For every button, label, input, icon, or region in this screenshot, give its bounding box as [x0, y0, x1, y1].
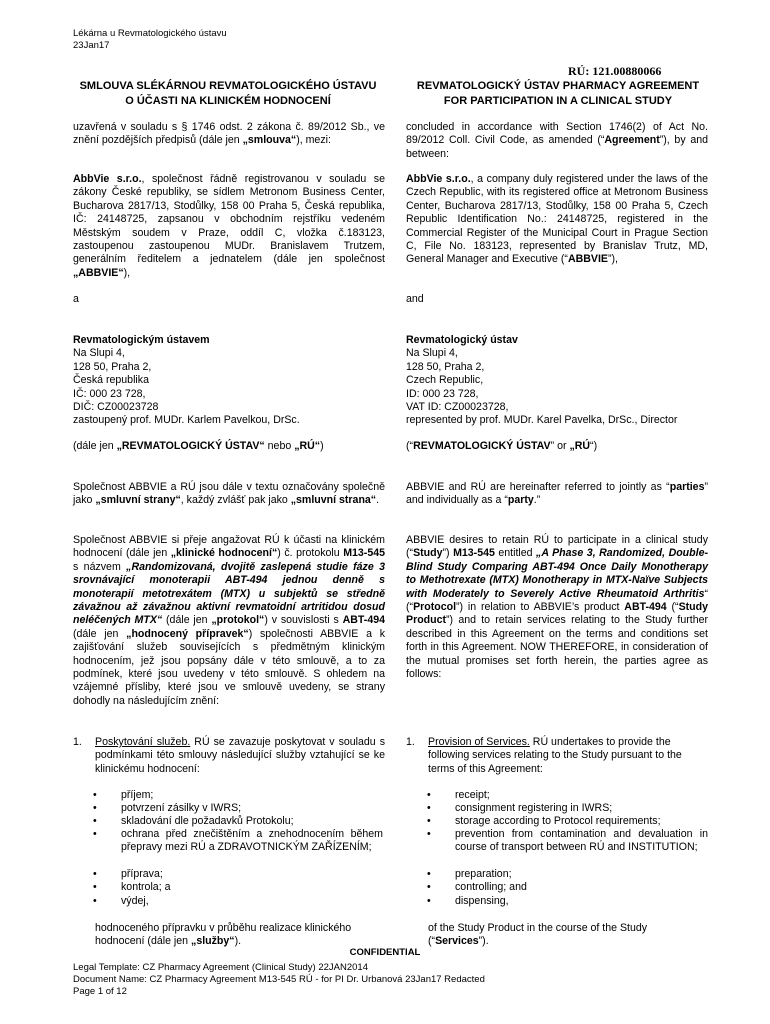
- service-bullet-en: • dispensing,: [427, 895, 509, 907]
- footer-template-line: Legal Template: CZ Pharmacy Agreement (Clinical Study) 22JAN2014: [73, 962, 368, 973]
- service-bullet-cz: • příprava;: [93, 868, 163, 880]
- service-bullet-en: • controlling; and: [427, 881, 527, 893]
- service-bullet-cz: • ochrana před znečištěním a znehodnocením během přepravy mezi RÚ a ZDRAVOTNICKÝM ZAŘÍZENÍM;: [93, 828, 383, 854]
- service-bullet-en: • receipt;: [427, 789, 490, 801]
- ru-party-cz-line: Na Slupi 4,: [73, 347, 125, 360]
- conjunction-en: and: [406, 293, 424, 305]
- study-cz: Společnost ABBVIE si přeje angažovat RÚ k účasti na klinickém hodnocení (dále jen „klinické hodnocení“) č. protokolu M13-545 s názvem „Randomizovaná, dvojitě zaslepená studie fáze 3 srovnávající monoterapii ABT-494 jednou denně s monoterapií metotrexátem (MTX) u subjektů se středně závažnou až závažnou aktivní revmatoidní artritidou dosud neléčených MTX“ (dále jen „protokol“) v souvislosti s ABT-494 (dále jen „hodnocený přípravek“) společnosti ABBVIE a k zajišťování služeb souvisejících s předmětným klinickým hodnocením, jež jsou popsány dále v této smlouvě, a to za podmínek, které jsou uvedeny v této smlouvě. S ohledem na vzájemné přísliby, které jsou ve smlouvě uvedeny, se strany dohodly na následujícím znění:: [73, 534, 386, 707]
- title-en-line1: REVMATOLOGICKÝ ÚSTAV PHARMACY AGREEMENT: [416, 80, 700, 92]
- parties-en: ABBVIE and RÚ are hereinafter referred to jointly as “parties” and individually as a “party.”: [406, 481, 708, 507]
- ru-party-cz-line: Revmatologickým ústavem: [73, 334, 210, 346]
- title-cz-line2: O ÚČASTI NA KLINICKÉM HODNOCENÍ: [125, 95, 331, 107]
- service-bullet-cz: • příjem;: [93, 789, 154, 801]
- ru-party-en-line: Na Slupi 4,: [406, 347, 458, 360]
- ru-definition-en: (“REVMATOLOGICKÝ ÚSTAV” or „RÚ“): [406, 440, 598, 452]
- service-bullet-cz: • skladování dle požadavků Protokolu;: [93, 815, 294, 827]
- ru-party-cz-line: zastoupený prof. MUDr. Karlem Pavelkou, DrSc.: [73, 414, 300, 427]
- confidential-label: CONFIDENTIAL: [349, 947, 421, 958]
- section1-cz: Poskytování služeb. RÚ se zavazuje poskytovat v souladu s podmínkami této smlouvy následující služby vztahující se ke klinickému hodnocení:: [95, 736, 386, 775]
- service-bullet-cz: • potvrzení zásilky v IWRS;: [93, 802, 242, 814]
- service-bullet-cz: • výdej,: [93, 895, 149, 907]
- title-cz: [58, 79, 398, 109]
- title-en-line2: FOR PARTICIPATION IN A CLINICAL STUDY: [443, 95, 673, 107]
- service-bullet-en: • preparation;: [427, 868, 512, 880]
- section1-en: Provision of Services. RÚ undertakes to provide the following services relating to the Study pursuant to the terms of this Agreement:: [428, 736, 682, 775]
- ru-party-en-line: VAT ID: CZ00023728,: [406, 401, 509, 414]
- ru-party-en-line: 128 50, Praha 2,: [406, 360, 485, 373]
- ru-party-cz-line: Česká republika: [73, 374, 149, 387]
- ru-party-en-line: Revmatologický ústav: [406, 334, 518, 346]
- ru-party-en-line: Czech Republic,: [406, 374, 484, 387]
- ru-party-cz-line: DIČ: CZ00023728: [73, 401, 159, 414]
- intro-cz: uzavřená v souladu s § 1746 odst. 2 zákona č. 89/2012 Sb., ve znění pozdějších předpisů (dále jen „smlouva“), mezi:: [73, 121, 385, 147]
- service-bullet-en: • prevention from contamination and devaluation in course of transport between RÚ and INSTITUTION;: [427, 828, 708, 854]
- document-header: [73, 28, 227, 52]
- study-en: ABBVIE desires to retain RÚ to participate in a clinical study (“Study”) M13-545 entitled „A Phase 3, Randomized, Double-Blind Study Comparing ABT-494 Once Daily Monotherapy to Methotrexate (MTX) Monotherapy in MTX-Naïve Subjects with Moderately to Severely Active Rheumatoid Arthritis“ (“Protocol”) in relation to ABBVIE’s product ABT-494 (“Study Product”) and to retain services relating to the Study further described in this Agreement on the terms and conditions set forth in this Agreement. NOW THEREFORE, in consideration of the mutual promises set forth herein, the parties agree as follows:: [406, 534, 708, 681]
- ru-number: RÚ: 121.00880066: [568, 64, 662, 78]
- service-bullet-cz: • kontrola; a: [93, 881, 171, 893]
- section-number-cz: 1.: [73, 736, 82, 748]
- title-cz-line1: SMLOUVA SLÉKÁRNOU REVMATOLOGICKÉHO ÚSTAVU: [79, 80, 377, 92]
- header-line-pharmacy: Lékárna u Revmatologického ústavu: [73, 28, 227, 39]
- title-en: [400, 79, 716, 109]
- ru-definition-cz: (dále jen „REVMATOLOGICKÝ ÚSTAV“ nebo „RÚ“): [73, 440, 324, 452]
- conjunction-cz: a: [73, 293, 79, 305]
- ru-party-en-line: represented by prof. MUDr. Karel Pavelka, DrSc., Director: [406, 414, 678, 427]
- parties-cz: Společnost ABBVIE a RÚ jsou dále v textu označovány společně jako „smluvní strany“, každý zvlášť pak jako „smluvní strana“.: [73, 481, 385, 507]
- footer-document-name: Document Name: CZ Pharmacy Agreement M13-545 RÚ - for PI Dr. Urbanová 23Jan17 Redacted: [73, 974, 485, 985]
- services-tail-cz: hodnoceného přípravku v průběhu realizace klinického hodnocení (dále jen „služby“).: [95, 922, 352, 948]
- abbvie-party-cz: AbbVie s.r.o., společnost řádně registrovanou v souladu se zákony České republiky, se sídlem Metronom Business Center, Bucharova 2817/13, Stodůlky, 158 00 Praha 5, Česká republika, IČ: 24148725, zapsanou v obchodním rejstříku vedeném Městským soudem v Praze, oddíl C, vložka č.183123, zastoupenou zastoupenou MUDr. Branislavem Trutzem, generálním ředitelem a jednatelem (dále jen společnost „ABBVIE“),: [73, 173, 385, 279]
- ru-party-cz-line: 128 50, Praha 2,: [73, 360, 152, 373]
- ru-party-en-line: ID: 000 23 728,: [406, 387, 479, 400]
- header-line-date: 23Jan17: [73, 40, 110, 51]
- intro-en: concluded in accordance with Section 1746(2) of Act No. 89/2012 Coll. Civil Code, as amended (“Agreement”), by and between:: [406, 121, 708, 160]
- section-number-en: 1.: [406, 736, 415, 748]
- ru-party-cz: [73, 334, 385, 428]
- footer: [73, 962, 485, 998]
- service-bullet-en: • storage according to Protocol requirements;: [427, 815, 661, 827]
- abbvie-party-en: AbbVie s.r.o., a company duly registered under the laws of the Czech Republic, with its registered office at Metronom Business Center, Bucharova 2817/13, Stodůlky, 158 00 Praha 5, Czech Republic Identification No.: 24148725, registered in the Commercial Register of the Municipal Court in Prague Section C, File No. 183123, represented by Branislav Trutz, MD, General Manager and Executive (“ABBVIE”),: [406, 173, 708, 266]
- ru-party-cz-line: IČ: 000 23 728,: [73, 387, 146, 400]
- service-bullet-en: • consignment registering in IWRS;: [427, 802, 613, 814]
- services-tail-en: of the Study Product in the course of the Study (“Services”).: [428, 922, 648, 948]
- ru-party-en: [406, 334, 708, 428]
- footer-page-number: Page 1 of 12: [73, 986, 127, 997]
